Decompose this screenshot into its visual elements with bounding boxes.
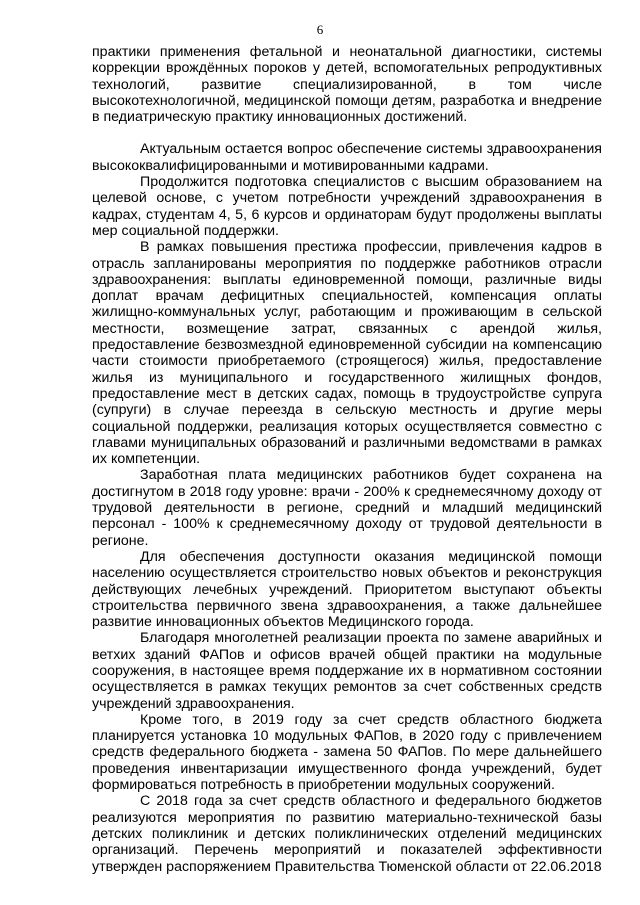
paragraph-modular-fap: Благодаря многолетней реализации проекта по замене аварийных и ветхих зданий ФАПов и офисов врачей общей практики на модульные сооружения, в настоящее время поддержание их в нормативном состоянии осуществляется в рамках текущих ремонтов за счет собственных средств учреждений здравоохранения. <box>92 630 602 712</box>
paragraph-staffing-issue: Актуальным остается вопрос обеспечение системы здравоохранения высококвалифицированными и мотивированными кадрами. <box>92 141 602 174</box>
paragraph-fetal-diagnostics: практики применения фетальной и неонатальной диагностики, системы коррекции врождённых пороков у детей, вспомогательных репродуктивных технологий, развитие специализированной, в том числе высокотехнологичной, медицинской помощи детям, разработка и внедрение в педиатрическую практику инновационных достижений. <box>92 44 602 126</box>
paragraph-construction: Для обеспечения доступности оказания медицинской помощи населению осуществляется строительство новых объектов и реконструкция действующих лечебных учреждений. Приоритетом выступают объекты строительства первичного звена здравоохранения, а также дальнейшее развитие инновационных объектов Медицинского города. <box>92 548 602 631</box>
page-number: 6 <box>316 22 324 37</box>
paragraph-social-support: В рамках повышения престижа профессии, привлечения кадров в отрасль запланированы мероприятия по поддержке работников отрасли здравоохранения: выплаты единовременной помощи, различные виды доплат врачам дефицитных специальностей, компенсация оплаты жилищно-коммунальных услуг, работающим и проживающим в сельской местности, возмещение затрат, связанных с арендой жилья, предоставление безвозмездной единовременной субсидии на компенсацию части стоимости приобретаемого (строящегося) жилья, предоставление жилья из муниципального и государственного жилищных фондов, предоставление мест в детских садах, помощь в трудоустройстве супруга (супруги) в случае переезда в сельскую местность и другие меры социальной поддержки, реализация которых осуществляется совместно с главами муниципальных образований и различными ведомствами в рамках их компетенции. <box>92 239 602 468</box>
paragraph-specialist-training: Продолжится подготовка специалистов с высшим образованием на целевой основе, с учетом потребности учреждений здравоохранения в кадрах, студентам 4, 5, 6 курсов и ординаторам будут продолжены выплаты мер социальной поддержки. <box>92 174 602 239</box>
document-body <box>92 44 602 875</box>
paragraph-fap-plans: Кроме того, в 2019 году за счет средств областного бюджета планируется установка 10 модульных ФАПов, в 2020 году с привлечением средств федерального бюджета - замена 50 ФАПов. По мере дальнейшего проведения инвентаризации имущественного фонда учреждений, будет формироваться потребность в приобретении модульных сооружений. <box>92 711 602 794</box>
paragraph-salary: Заработная плата медицинских работников будет сохранена на достигнутом в 2018 году уровне: врачи - 200% к среднемесячному доходу от трудовой деятельности в регионе, средний и младший медицинский персонал - 100% к среднемесячному доходу от трудовой деятельности в регионе. <box>92 467 602 549</box>
paragraph-childrens-clinics: С 2018 года за счет средств областного и федерального бюджетов реализуются мероприятия по развитию материально-технической базы детских поликлиник и детских поликлинических отделений медицинских организаций. Перечень мероприятий и показателей эффективности утвержден распоряжением Правительства Тюменской области от 22.06.2018 <box>92 793 602 875</box>
